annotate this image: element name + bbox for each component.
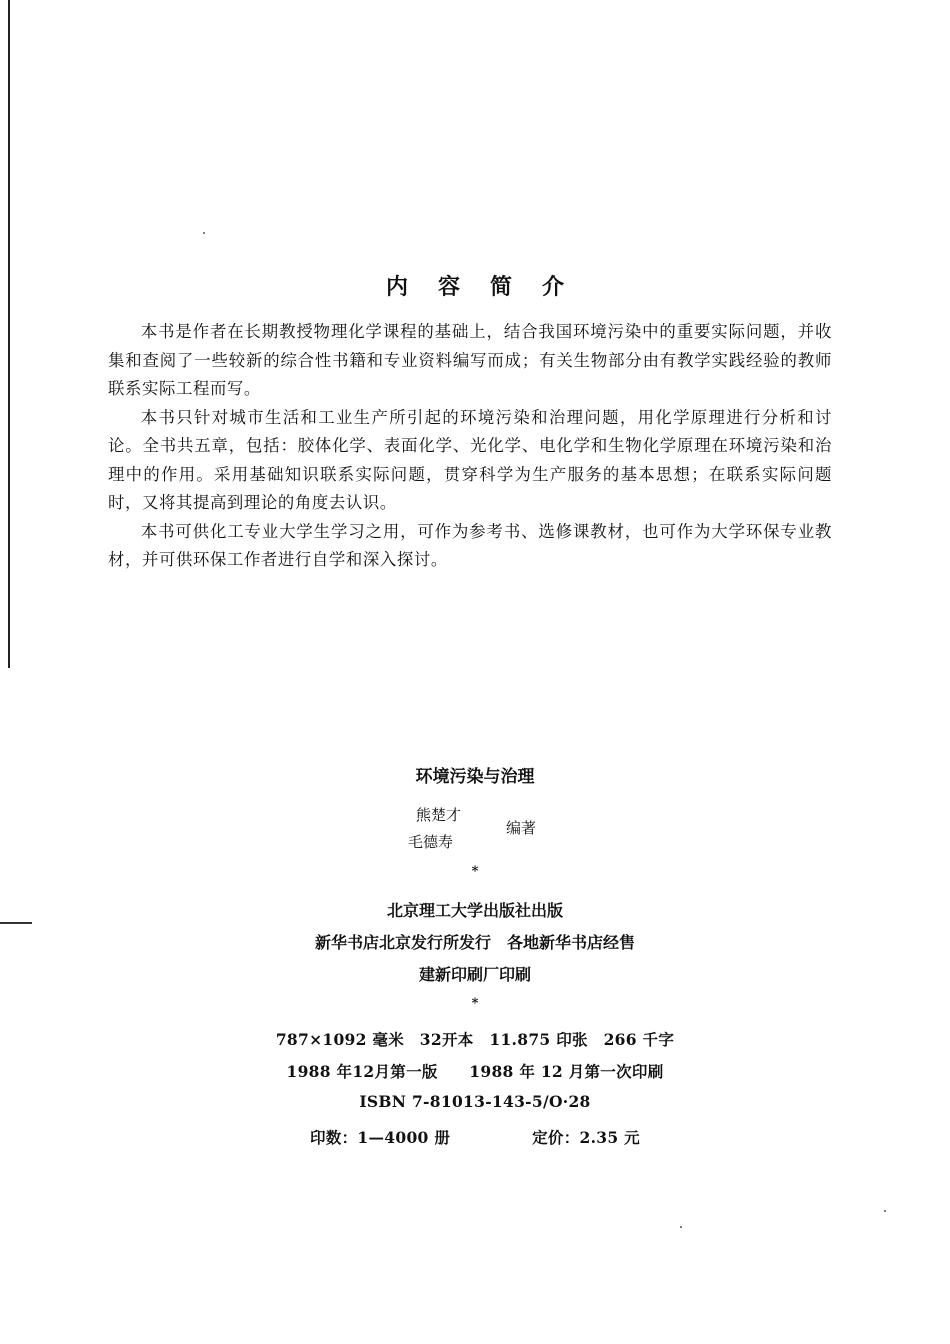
publisher-line: 北京理工大学出版社出版 bbox=[386, 901, 563, 920]
print-run: 印数：1—4000 册 bbox=[310, 1128, 451, 1147]
edition-text: 1988 年12月第一版 1988 年 12 月第一次印刷 bbox=[286, 1062, 664, 1081]
scan-speck bbox=[680, 1226, 682, 1228]
intro-heading: 内容简介 bbox=[385, 274, 594, 300]
intro-paragraph: 本书只针对城市生活和工业生产所引起的环境污染和治理问题，用化学原理进行分析和讨论。全书共五章，包括：胶体化学、表面化学、光化学、电化学和生物化学原理在环境污染和治理中的作用。采用基础知识联系实际问题，贯穿科学为生产服务的基本思想；在联系实际问题时，又将其提高到理论的角度去认识。 bbox=[108, 407, 832, 512]
distributor-line: 新华书店北京发行所发行 各地新华书店经售 bbox=[314, 933, 635, 952]
intro-paragraph: 本书是作者在长期教授物理化学课程的基础上，结合我国环境污染中的重要实际问题，并收集和查阅了一些较新的综合性书籍和专业资料编写而成；有关生物部分由有教学实践经验的教师联系实际工程而写。 bbox=[108, 322, 832, 398]
intro-paragraph: 本书可供化工专业大学生学习之用，可作为参考书、选修课教材，也可作为大学环保专业教材，并可供环保工作者进行自学和深入探讨。 bbox=[108, 521, 832, 569]
scan-edge-line bbox=[8, 0, 10, 668]
intro-body bbox=[108, 318, 832, 575]
separator-star: * bbox=[471, 864, 479, 879]
format-specs bbox=[0, 1028, 950, 1050]
scan-speck bbox=[884, 1210, 886, 1212]
price: 定价：2.35 元 bbox=[532, 1128, 640, 1147]
separator-star: * bbox=[471, 996, 479, 1011]
margin-mark bbox=[0, 922, 32, 924]
author-role: 编著 bbox=[506, 819, 537, 837]
author-block bbox=[408, 804, 568, 854]
printer-line: 建新印刷厂印刷 bbox=[418, 965, 531, 984]
scan-speck bbox=[203, 232, 205, 234]
book-title: 环境污染与治理 bbox=[415, 767, 535, 787]
edition-line bbox=[0, 1060, 950, 1082]
author-name: 毛德寿 bbox=[408, 833, 454, 851]
isbn-line: ISBN 7-81013-143-5/O·28 bbox=[359, 1092, 591, 1111]
author-name: 熊楚才 bbox=[416, 806, 462, 824]
print-run-price-line bbox=[0, 1126, 950, 1148]
format-specs-text: 787×1092 毫米 32开本 11.875 印张 266 千字 bbox=[275, 1030, 675, 1049]
